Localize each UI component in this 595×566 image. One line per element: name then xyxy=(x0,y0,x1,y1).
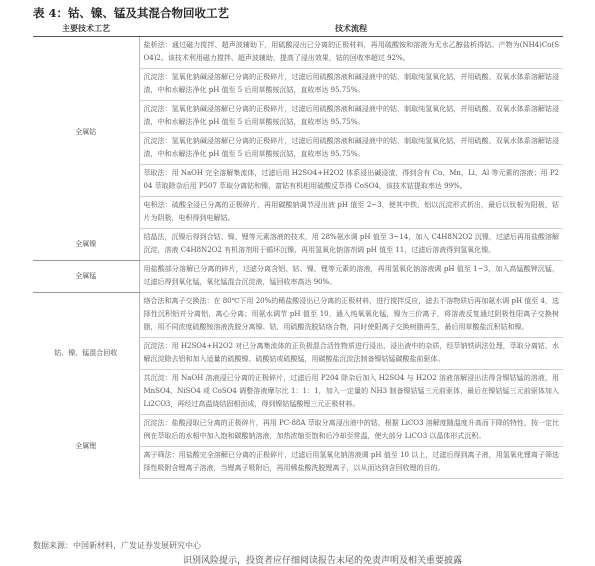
process-description: 沉淀法：氢氧化钠碱浸溶解已分离的正极碎片，过滤后用硫酸溶液和碱浸液中的钴，制取纯氢氧化钴，并用硫酸、双氧水体系溶解钴浸渣，中和水解法净化 pH 值至 5 后用草酸铵沉钴，直收率达 95.75%。 xyxy=(139,69,563,101)
category-cell: 全属锂 xyxy=(75,442,97,450)
process-description: 共沉淀：用 NaOH 溶液浸已分离的正极碎片，过滤后用 P204 除杂后加入 H2SO4 与 H2O2 溶液溶解浸出法得含镍钴锰的溶液，用 MnSO4、NiSO4 或 CoSO4 调整溶液摩尔比 1：1：1，加入一定量的 NH3 制备镍钴锰三元前驱体，最后在镍钴锰三元前驱体加入 Li2CO3，再经过高温烧结固相而成，得到镍钴锰酸锂三元正极材料。 xyxy=(139,370,563,415)
process-description: 沉淀法：用 H2SO4+H2O2 对已分离集流体的正负极混合活性物质进行浸出，浸出液中的杂质，经萃钠铁矾法处理，萃取分离钴，水解沉淀除去铝和加入适量的硫酸镍、硫酸钴或硫酸锰，用碳酸盐沉淀法制备镍钴锰碳酸盐前驱体。 xyxy=(139,338,563,370)
header-process: 技术流程 xyxy=(139,21,563,37)
category-cell: 钴、镍、锰混合回收 xyxy=(54,349,118,358)
process-description: 沉淀法：氢氧化钠碱浸溶解已分离的正极碎片，过滤后用硫酸溶液和碱浸液中的钴，制取纯氢氧化钴，并用硫酸、双氧水体系溶解钴浸渣，中和水解法净化 pH 值至 5 后用草酸铵沉钴，直收率达 95.75%。 xyxy=(139,101,563,133)
process-description: 萃取法：用 NaOH 完全溶解集流体，过滤后用 H2SO4+H2O2 体系浸出碱浸渣，得到含有 Co、Mn、Li、Al 等元素的溶液；用 P204 萃取除杂后用 P507 萃取分离钴和镍，富钴有机相用硫酸反萃得 CoSO4，该技术钴提取率达 99%。 xyxy=(139,165,563,197)
process-description: 用盐酸部分溶解已分离的碎片，过滤分离含铝、钴、镍、锂等元素的溶液，再用氢氧化钠溶液调 pH 值至 1~3，加入高锰酸钾沉锰，过滤后得到氧化锰，氧化锰混合沉淀液，锰回收率高达 90%。 xyxy=(139,261,563,293)
header-technique: 主要技术工艺 xyxy=(33,21,139,37)
process-description: 电积法：硫酸全浸已分离的正极碎片，再用碳酸钠调节浸出液 pH 值至 2~3，使其中铁、铝以沉淀形式析出，最后以钛板为阳极，钴片为阴极，电积得到电解钴。 xyxy=(139,197,563,229)
table-row xyxy=(33,37,563,69)
process-description: 结晶法，沉镍后得到合钴、镍、锂等元素溶液的技术，用 28%氨水调 pH 值至 3~14，加入 C4H8N2O2 沉镍，过滤后再用盐酸溶解沉淀，溶液 C4H8N2O2 有机溶剂用于循环沉镍，再用氢氧化钠溶剂调 pH 值至 11，过滤后溶液得到氢氧化镍。 xyxy=(139,229,563,261)
category-cell: 全属钴 xyxy=(33,37,139,229)
category-cell: 全属镍 xyxy=(33,229,139,261)
process-description: 沉淀法：盐酸浸取已分离的正极碎片，再用 PC-88A 萃取分离浸出液中的钴，根据 LiCO3 溶解度随温度升高而下降的特性，按一定比例在萃取后的水相中加入饱和碳酸钠溶液，加热浓缩至饱和后冷却至常温，使大部分 LiCO3 以晶体形式沉积。 xyxy=(139,415,563,447)
process-description: 盐析法：通过磁力搅拌、超声波辅助下，用硫酸浸出已分离的正极材料，再用硫酸铵和溶液为无水乙醇盐析得钴。产物为(NH4)Co(SO4)2。该技术利用磁力搅拌、超声波辅助，提高了浸出效果，钴的回收率超过 92%。 xyxy=(139,37,563,69)
table-title: 表 4：钴、镍、锰及其混合物回收工艺 xyxy=(33,6,230,20)
table-row xyxy=(33,415,563,447)
process-description: 沉淀法：氢氧化钠碱浸溶解已分离的正极碎片，过滤后用硫酸溶液和碱浸液中的钴，制取纯氢氧化钴，并用硫酸、双氧水体系溶解钴浸渣，中和水解法净化 pH 值至 5 后用草酸铵沉钴，直收率达 95.75%。 xyxy=(139,133,563,165)
table-row xyxy=(33,261,563,293)
data-source: 数据来源：中国新材料，广发证券发展研究中心 xyxy=(33,541,201,550)
process-description: 络合法和离子交换法：在 80℃下用 20%的稀盐酸浸出已分离的正极材料，进行搅拌反应，滤去不溶物质后再加氨水调 pH 值至 4，选择性沉积铝并分离铝，离心分离；用氨水调节 pH 值至 10，通入纯氧氧化锰，镍为三价离子，将溶液反复通过阴极性阳离子交换树脂，用不同浓度硫酸铵溶液洗脱分离镍、钴，用硫酸洗脱钴络合物，同时使阳离子交换树脂再生，最后用草酸盐沉积钴和镍。 xyxy=(139,293,563,338)
category-cell: 全属锰 xyxy=(33,261,139,293)
page-footer: 识别风险提示，投资者应仔细阅读报告末尾的免责声明及相关重要披露 xyxy=(183,556,463,566)
table-row xyxy=(33,229,563,261)
table-row xyxy=(33,293,563,338)
process-table xyxy=(33,21,563,479)
process-description: 离子筛法：用盐酸完全溶解已分离的正极碎片，过滤后用氢氧化钠溶液调 pH 值至 10 以上，过滤后得到离子液，用氢氧化锂离子筛选择性吸附含锂离子溶液，当锂离子吸附后，再用稀盐酸洗脱锂离子，以从而达到含回收锂的目的。 xyxy=(139,447,563,479)
